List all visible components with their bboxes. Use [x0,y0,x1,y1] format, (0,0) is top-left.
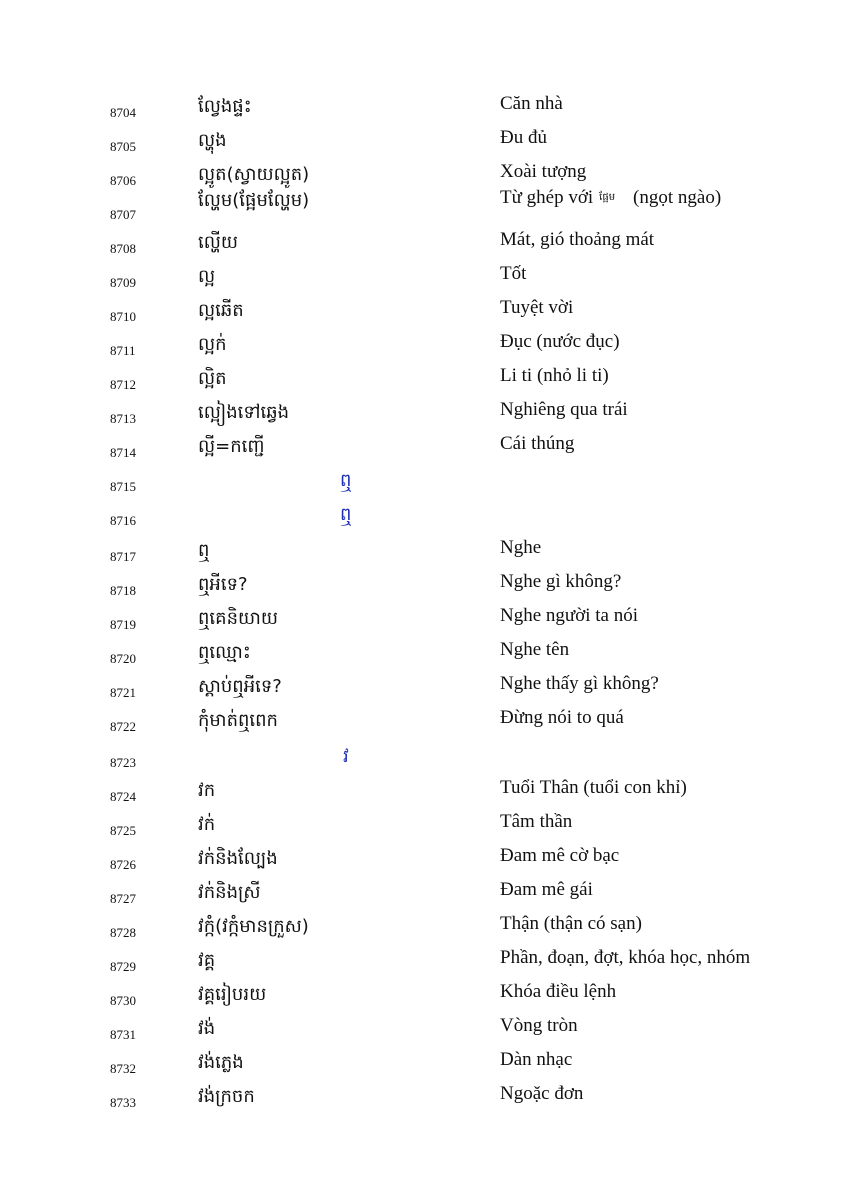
vietnamese-meaning: Nghe [500,537,542,558]
khmer-word: ល្ហែម(ផ្អែមល្ហែម) [198,190,310,211]
entry-number: 8715 [110,479,136,494]
entry-row [0,1049,848,1086]
khmer-word: ល្អូត(ស្វាយល្អូត) [198,164,310,185]
entry-row [0,673,848,710]
vietnamese-meaning: Dàn nhạc [500,1049,573,1070]
entry-row [0,777,848,814]
khmer-word: កុំមាត់ឮពេក [198,710,278,731]
khmer-word: វក់ [198,814,216,835]
entry-number: 8704 [110,105,136,120]
entry-number: 8706 [110,173,136,188]
section-letter: វ [343,746,349,767]
vietnamese-meaning: Khóa điều lệnh [500,981,617,1002]
vietnamese-meaning: Phần, đoạn, đợt, khóa học, nhóm [500,947,751,968]
entry-row [0,707,848,744]
entry-number: 8728 [110,925,136,940]
khmer-word: ល្ហើយ [198,232,238,253]
vietnamese-meaning: Tâm thần [500,811,573,832]
entry-row [0,93,848,130]
entry-number: 8716 [110,513,136,528]
vietnamese-meaning: Đu đủ [500,127,547,148]
vietnamese-meaning: Li ti (nhỏ li ti) [500,365,609,386]
entry-row [0,187,848,232]
entry-number: 8720 [110,651,136,666]
khmer-word: ឮឈ្មោះ [198,642,251,663]
entry-row [0,811,848,848]
entry-row [0,229,848,266]
entry-row [0,639,848,676]
khmer-word: វគ្គរៀបរយ [198,984,267,1005]
entry-number: 8725 [110,823,136,838]
entry-row [0,845,848,882]
meaning-prefix: Từ ghép với [500,187,594,208]
entry-row [0,1015,848,1052]
entry-number: 8705 [110,139,136,154]
section-header-row [0,746,848,780]
khmer-word: ល្ហុង [198,130,227,151]
vietnamese-meaning: Tuổi Thân (tuổi con khỉ) [500,777,687,798]
vietnamese-meaning: Nghe người ta nói [500,605,639,626]
entry-row [0,365,848,402]
vietnamese-meaning: Nghe gì không? [500,571,622,592]
khmer-word: វង់ [198,1018,216,1039]
vietnamese-meaning: Đục (nước đục) [500,331,620,352]
entry-number: 8719 [110,617,136,632]
entry-number: 8707 [110,207,136,222]
khmer-word: វក្កំ(វក្កំមានក្រួស) [198,916,309,937]
entry-number: 8732 [110,1061,136,1076]
khmer-word: ល្អក់ [198,334,227,355]
vietnamese-meaning: Tốt [500,263,527,284]
vietnamese-meaning: Nghe thấy gì không? [500,673,659,694]
khmer-word: វគ្គ [198,950,216,971]
khmer-word: ឮអីទេ? [198,574,248,595]
section-letter: ឮ [340,470,352,491]
entry-number: 8726 [110,857,136,872]
entry-number: 8723 [110,755,136,770]
khmer-word: វក់និងស្រី [198,882,261,903]
vietnamese-meaning: Đam mê gái [500,879,593,900]
meaning-suffix: (ngọt ngào) [633,187,722,208]
section-letter: ឮ [340,504,352,525]
vietnamese-meaning [500,187,721,209]
khmer-word: ស្ដាប់ឮអីទេ? [198,676,282,697]
vietnamese-meaning: Đừng nói to quá [500,707,624,728]
vietnamese-meaning: Vòng tròn [500,1015,578,1036]
entry-number: 8729 [110,959,136,974]
entry-row [0,913,848,950]
entry-row [0,127,848,164]
vietnamese-meaning: Cái thúng [500,433,575,454]
vietnamese-meaning: Mát, gió thoảng mát [500,229,655,250]
vietnamese-meaning: Nghiêng qua trái [500,399,628,420]
entry-number: 8710 [110,309,136,324]
vietnamese-meaning: Nghe tên [500,639,570,660]
vietnamese-meaning: Ngoặc đơn [500,1083,584,1104]
entry-number: 8714 [110,445,136,460]
entry-row [0,263,848,300]
entry-number: 8722 [110,719,136,734]
khmer-word: ល្អ [198,266,216,287]
entry-number: 8709 [110,275,136,290]
vietnamese-meaning: Căn nhà [500,93,563,114]
entry-row [0,605,848,642]
vietnamese-meaning: Tuyệt vời [500,297,574,318]
entry-number: 8711 [110,343,136,358]
entry-row [0,433,848,470]
khmer-word: ល្អិត [198,368,227,389]
entry-row [0,981,848,1018]
khmer-word: ល្អៀងទៅឆ្វេង [198,402,290,423]
entry-number: 8717 [110,549,136,564]
entry-row [0,879,848,916]
entry-number: 8713 [110,411,136,426]
khmer-word: វក់និងល្បែង [198,848,278,869]
entry-number: 8721 [110,685,136,700]
khmer-word: ឮគេនិយាយ [198,608,278,629]
entry-number: 8731 [110,1027,136,1042]
khmer-word: ល្អឆើត [198,300,244,321]
khmer-word: វង់ភ្លេង [198,1052,244,1073]
khmer-word: វក [198,780,216,801]
entry-row [0,399,848,436]
vietnamese-meaning: Xoài tượng [500,161,587,182]
entry-number: 8730 [110,993,136,1008]
entry-number: 8708 [110,241,136,256]
entry-number: 8724 [110,789,136,804]
khmer-word: ឮ [198,540,210,561]
entry-row [0,297,848,334]
khmer-word: ល្អី=កញ្ជើ [198,436,265,457]
vietnamese-meaning: Thận (thận có sạn) [500,913,642,934]
entry-row [0,947,848,984]
section-header-row [0,504,848,538]
khmer-word: ល្វែងផ្ទះ [198,96,252,117]
entry-row [0,571,848,608]
vietnamese-meaning: Đam mê cờ bạc [500,845,620,866]
entry-row [0,331,848,368]
entry-number: 8733 [110,1095,136,1110]
khmer-inline-word: ផ្អែម [599,192,616,203]
khmer-word: វង់ក្រចក [198,1086,255,1107]
section-header-row [0,470,848,504]
entry-number: 8712 [110,377,136,392]
entry-number: 8718 [110,583,136,598]
entry-row [0,537,848,574]
entry-row [0,1083,848,1120]
entry-number: 8727 [110,891,136,906]
